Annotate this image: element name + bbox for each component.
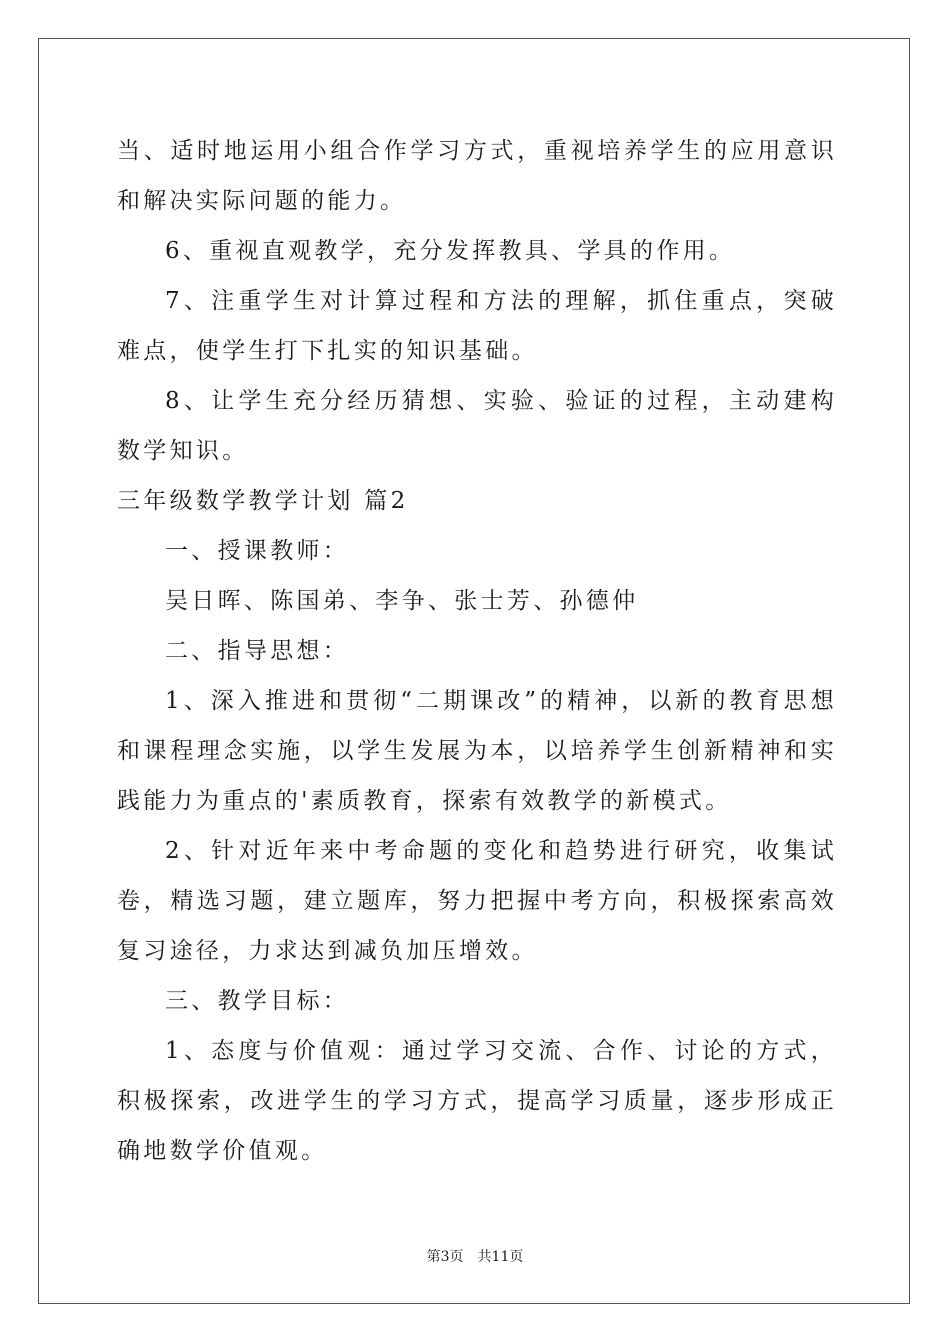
page-footer — [0, 1247, 950, 1267]
paragraph-1: 当、适时地运用小组合作学习方式，重视培养学生的应用意识和解决实际问题的能力。 — [117, 138, 837, 214]
paragraph-4: 8、让学生充分经历猜想、实验、验证的过程，主动建构数学知识。 — [117, 388, 837, 464]
paragraph-goals-1: 1、态度与价值观：通过学习交流、合作、讨论的方式，积极探索，改进学生的学习方式，提高学习质量，逐步形成正确地数学价值观。 — [117, 1038, 837, 1164]
page-total: 共11页 — [477, 1249, 524, 1265]
paragraph-guiding-1: 1、深入推进和贯彻“二期课改”的精神，以新的教育思想和课程理念实施，以学生发展为本，以培养学生创新精神和实践能力为重点的'素质教育，探索有效教学的新模式。 — [117, 688, 837, 814]
paragraph-guiding-2: 2、针对近年来中考命题的变化和趋势进行研究，收集试卷，精选习题，建立题库，努力把握中考方向，积极探索高效复习途径，力求达到减负加压增效。 — [117, 838, 837, 964]
heading-guiding-thought: 二、指导思想： — [165, 638, 350, 664]
document-body — [117, 126, 837, 1176]
section-title: 三年级数学教学计划 篇2 — [117, 488, 409, 514]
paragraph-2: 6、重视直观教学，充分发挥教具、学具的作用。 — [165, 238, 736, 264]
paragraph-3: 7、注重学生对计算过程和方法的理解，抓住重点，突破难点，使学生打下扎实的知识基础。 — [117, 288, 837, 364]
page-number: 第3页 — [426, 1249, 464, 1265]
teacher-names: 吴日晖、陈国弟、李争、张士芳、孙德仲 — [165, 588, 639, 614]
heading-goals: 三、教学目标： — [165, 988, 350, 1014]
heading-teachers: 一、授课教师： — [165, 538, 350, 564]
